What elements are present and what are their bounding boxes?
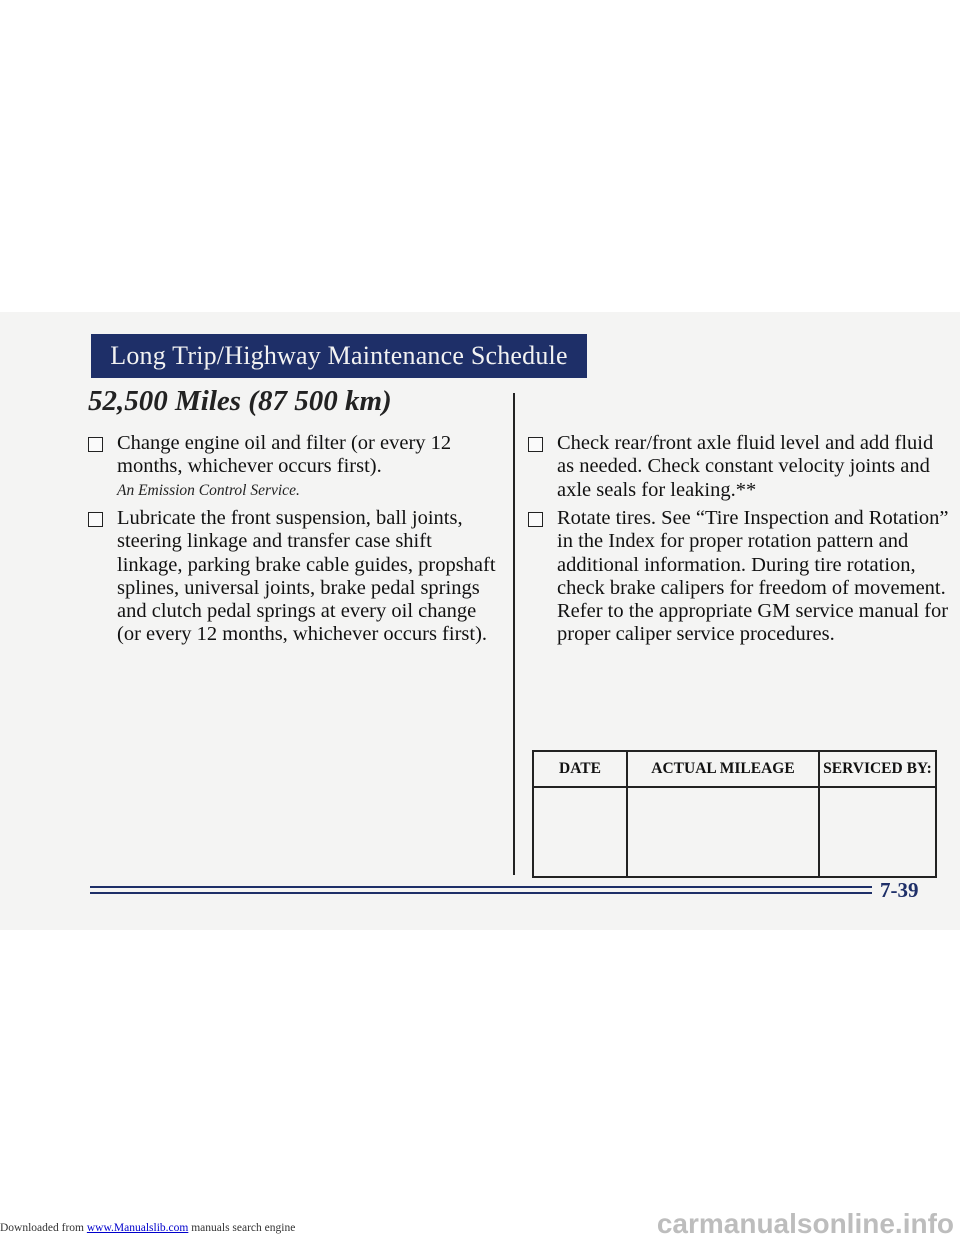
column-header-serviced-by: SERVICED BY: [819, 751, 936, 787]
footer-prefix: Downloaded from [0, 1222, 87, 1234]
checkbox-icon[interactable] [88, 512, 103, 527]
footer-suffix: manuals search engine [188, 1222, 296, 1234]
emission-control-note: An Emission Control Service. [117, 482, 300, 499]
checklist-item-lubricate [88, 507, 502, 647]
checklist-item-axle-fluid [528, 432, 939, 502]
page-number: 7-39 [880, 878, 919, 902]
column-divider [513, 393, 515, 875]
manualslib-link[interactable]: www.Manualslib.com [86, 1222, 189, 1234]
checkbox-icon[interactable] [88, 437, 103, 452]
column-header-actual-mileage: ACTUAL MILEAGE [627, 751, 819, 787]
checkbox-icon[interactable] [528, 512, 543, 527]
bottom-rule [90, 886, 872, 888]
checklist-item-rotate-tires [528, 507, 957, 647]
checklist-item-text: Change engine oil and filter (or every 12 months, whichever occurs first). [117, 432, 452, 478]
table-row [533, 787, 936, 877]
checklist-item-text: Check rear/front axle fluid level and add fluid as needed. Check constant velocity joints and axle seals for leaking.** [557, 432, 934, 501]
checkbox-icon[interactable] [528, 437, 543, 452]
watermark: carmanualsonline.info [656, 1208, 954, 1239]
service-record-table [532, 750, 937, 878]
bottom-rule-secondary [90, 892, 872, 894]
mileage-heading: 52,500 Miles (87 500 km) [88, 385, 392, 417]
section-banner: Long Trip/Highway Maintenance Schedule [91, 334, 587, 378]
mileage-cell[interactable] [627, 787, 819, 877]
checklist-item-text: Rotate tires. See “Tire Inspection and Rotation” in the Index for proper rotation pattern and additional information. During tire rotation, check brake calipers for freedom of movement. Refer to the appropriate GM service manual for proper caliper service procedures. [557, 507, 949, 646]
checklist-item-oil-change [88, 432, 497, 479]
download-footer [0, 1222, 295, 1234]
date-cell[interactable] [533, 787, 627, 877]
serviced-by-cell[interactable] [819, 787, 936, 877]
checklist-item-text: Lubricate the front suspension, ball joints, steering linkage and transfer case shift linkage, parking brake cable guides, propshaft splines, universal joints, brake pedal springs and clutch pedal springs at every oil change (or every 12 months, whichever occurs first). [117, 507, 496, 646]
column-header-date: DATE [533, 751, 627, 787]
